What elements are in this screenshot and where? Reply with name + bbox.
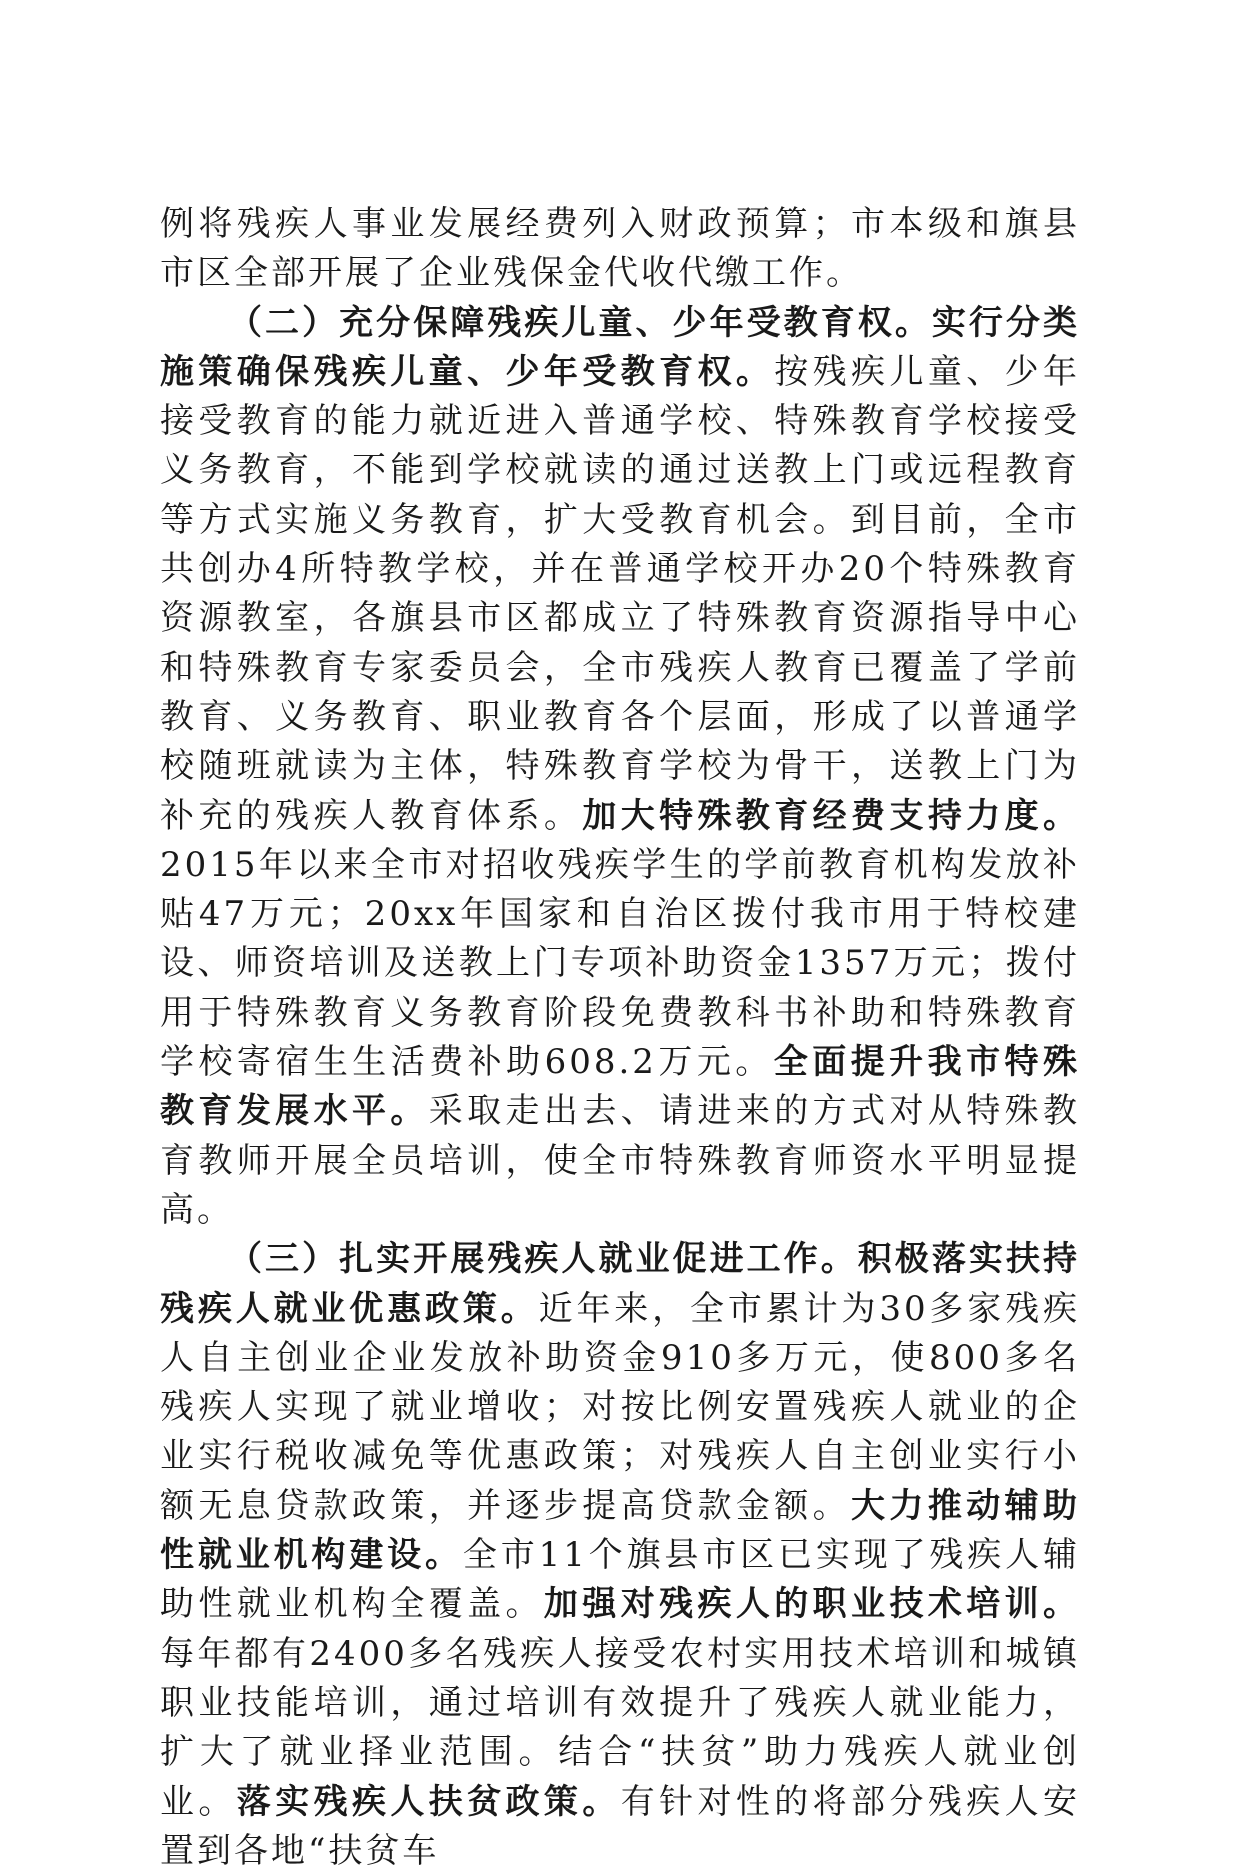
bold-lead: 全面提升我市特殊教育发展水平。: [160, 1042, 1080, 1132]
text-run: 采取走出去、请进来的方式对从特殊教育教师开展全员培训，使全市特殊教育师资水平明显提高。: [160, 1091, 1081, 1230]
text-run: 全市11个旗县市区已实现了残疾人辅助性就业机构全覆盖。: [160, 1535, 1081, 1625]
text-run: 近年来，全市累计为30多家残疾人自主创业企业发放补助资金910多万元，使800多名残疾人实现了就业增收；对按比例安置残疾人就业的企业实行税收减免等优惠政策；对残疾人自主创业实行小额无息贷款政策，并逐步提高贷款金额。: [160, 1288, 1081, 1526]
bold-lead: 落实残疾人扶贫政策。: [236, 1781, 621, 1822]
body-text: [160, 200, 1080, 1876]
text-run: 2015年以来全市对招收残疾学生的学前教育机构发放补贴47万元；20xx年国家和自治区拨付我市用于特校建设、师资培训及送教上门专项补助资金1357万元；拨付用于特殊教育义务教育阶段免费教科书补助和特殊教育学校寄宿生生活费补助608.2万元。: [160, 844, 1080, 1083]
paragraph-section-2: [160, 299, 1080, 1236]
text-run: 有针对性的将部分残疾人安置到各地“扶贫车: [160, 1781, 1081, 1871]
paragraph-continuation: [160, 200, 1080, 299]
section-heading: （三）扎实开展残疾人就业促进工作。积极落实扶持残疾人就业优惠政策。: [160, 1239, 1080, 1329]
text-run: 例将残疾人事业发展经费列入财政预算；市本级和旗县市区全部开展了企业残保金代收代缴工作。: [160, 204, 1080, 294]
bold-lead: 大力推动辅助性就业机构建设。: [160, 1485, 1081, 1576]
bold-lead: 加强对残疾人的职业技术培训。: [543, 1584, 1081, 1625]
text-run: 按残疾儿童、少年接受教育的能力就近进入普通学校、特殊教育学校接受义务教育，不能到学校就读的通过送教上门或远程教育等方式实施义务教育，扩大受教育机会。到目前，全市共创办4所特教学校，并在普通学校开办20个特殊教育资源教室，各旗县市区都成立了特殊教育资源指导中心和特殊教育专家委员会，全市残疾人教育已覆盖了学前教育、义务教育、职业教育各个层面，形成了以普通学校随班就读为主体，特殊教育学校为骨干，送教上门为补充的残疾人教育体系。: [160, 351, 1081, 836]
section-heading: （二）充分保障残疾儿童、少年受教育权。实行分类施策确保残疾儿童、少年受教育权。: [160, 302, 1080, 392]
text-run: 每年都有2400多名残疾人接受农村实用技术培训和城镇职业技能培训，通过培训有效提升了残疾人就业能力，扩大了就业择业范围。结合“扶贫”助力残疾人就业创业。: [160, 1633, 1080, 1822]
bold-lead: 加大特殊教育经费支持力度。: [582, 795, 1081, 836]
paragraph-section-3: [160, 1235, 1080, 1876]
